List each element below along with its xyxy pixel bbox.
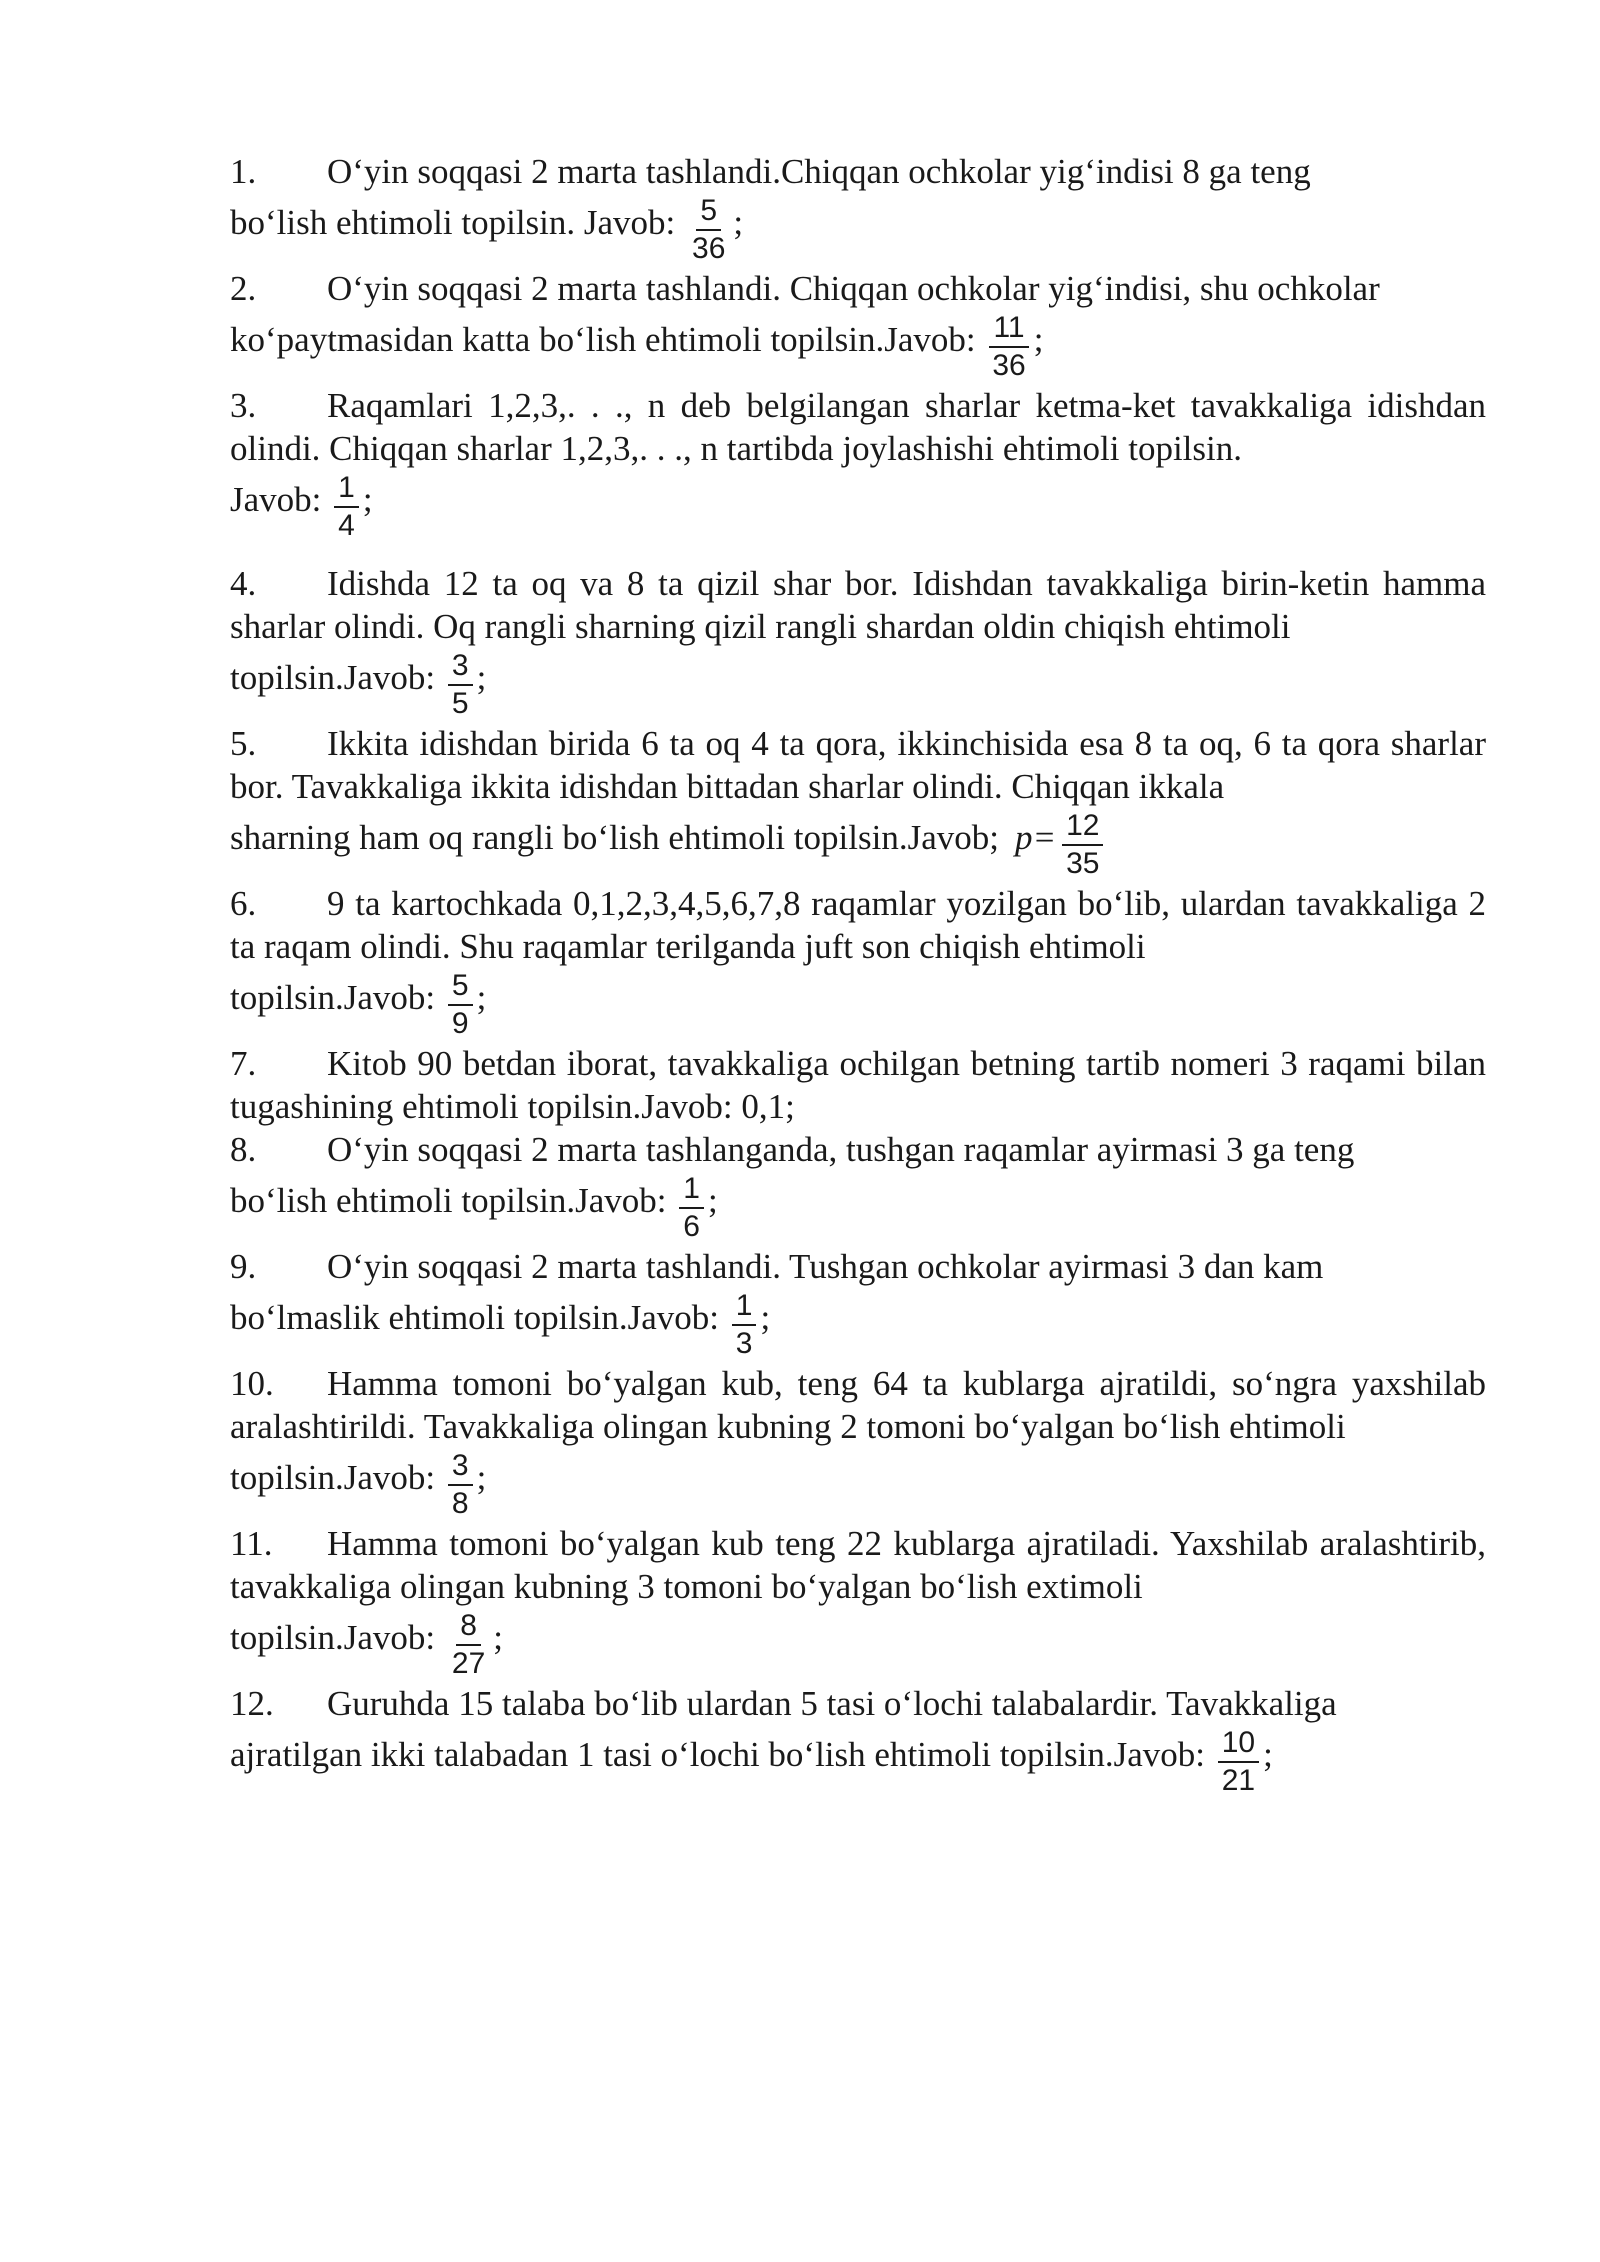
problem-text: Hamma tomoni bo‘yalgan kub, teng 64 ta kublarga ajratildi, so‘ngra yaxshilab aralashtirildi. Tavakkaliga olingan kubning 2 tomoni bo‘yalgan bo‘lish ehtimoli: [230, 1364, 1486, 1446]
answer-lead: bo‘lish ehtimoli topilsin.Javob:: [230, 1181, 667, 1220]
fraction-numerator: 5: [448, 968, 473, 1006]
problem-text: Idishda 12 ta oq va 8 ta qizil shar bor. Idishdan tavakkaliga birin-ketin hamma sharlar olindi. Oq rangli sharning qizil rangli shardan oldin chiqish ehtimoli: [230, 564, 1486, 646]
problem-number: 4.: [230, 564, 257, 603]
probability-variable: p=: [1014, 818, 1057, 857]
fraction-numerator: 5: [696, 193, 721, 231]
answer-trail: ;: [1033, 320, 1044, 359]
problem-number: 5.: [230, 724, 257, 763]
answer-lead: sharning ham oq rangli bo‘lish ehtimoli topilsin.Javob;: [230, 818, 999, 857]
answer-lead: bo‘lmaslik ehtimoli topilsin.Javob:: [230, 1298, 720, 1337]
answer-fraction: [1218, 1725, 1259, 1799]
problem-text: O‘yin soqqasi 2 marta tashlandi.Chiqqan ochkolar yig‘indisi 8 ga teng: [327, 152, 1311, 191]
fraction-denominator: 21: [1221, 1764, 1256, 1797]
fraction-denominator: 3: [735, 1327, 753, 1360]
answer-line: [230, 193, 1486, 267]
answer-fraction: [448, 1448, 473, 1522]
problem-number: 3.: [230, 386, 257, 425]
problem-12: [230, 1682, 1486, 1799]
answer-trail: ;: [493, 1618, 504, 1657]
answer-line: [230, 808, 1486, 882]
answer-line: [230, 1171, 1486, 1245]
answer-trail: ;: [760, 1298, 771, 1337]
answer-trail: ;: [476, 978, 487, 1017]
answer-lead: topilsin.Javob:: [230, 1458, 436, 1497]
fraction-denominator: 36: [992, 349, 1026, 382]
problem-number: 10.: [230, 1364, 274, 1403]
problem-number: 7.: [230, 1044, 257, 1083]
problem-7: [230, 1042, 1486, 1128]
answer-fraction: [688, 193, 729, 267]
answer-lead: topilsin.Javob:: [230, 978, 436, 1017]
fraction-numerator: 3: [448, 648, 473, 686]
problem-10: [230, 1362, 1486, 1522]
problem-number: 2.: [230, 269, 257, 308]
answer-lead: Javob:: [230, 480, 322, 519]
answer-line: [230, 1725, 1486, 1799]
answer-fraction: [1062, 808, 1103, 882]
problem-1: [230, 150, 1486, 267]
answer-trail: ;: [1263, 1735, 1273, 1774]
problem-3: [230, 384, 1486, 544]
problem-text: O‘yin soqqasi 2 marta tashlandi. Tushgan ochkolar ayirmasi 3 dan kam: [327, 1247, 1324, 1286]
problem-9: [230, 1245, 1486, 1362]
fraction-numerator: 1: [334, 470, 359, 508]
problem-number: 9.: [230, 1247, 257, 1286]
problem-number: 1.: [230, 152, 257, 191]
fraction-numerator: 10: [1218, 1725, 1259, 1763]
problem-5: [230, 722, 1486, 882]
fraction-numerator: 12: [1062, 808, 1103, 846]
answer-lead: topilsin.Javob:: [230, 658, 436, 697]
problem-text: Raqamlari 1,2,3,. . ., n deb belgilangan sharlar ketma-ket tavakkaliga idishdan olindi. Chiqqan sharlar 1,2,3,. . ., n tartibda joylashishi ehtimoli topilsin.: [230, 386, 1486, 468]
problem-4: [230, 562, 1486, 722]
fraction-numerator: 1: [732, 1288, 757, 1326]
problem-number: 11.: [230, 1524, 273, 1563]
answer-trail: ;: [476, 658, 487, 697]
answer-line: [230, 470, 1486, 544]
problem-8: [230, 1128, 1486, 1245]
document-page: [230, 150, 1486, 1799]
fraction-denominator: 9: [451, 1007, 469, 1040]
answer-trail: ;: [707, 1181, 718, 1220]
problem-text: Kitob 90 betdan iborat, tavakkaliga ochilgan betning tartib nomeri 3 raqami bilan tugashining ehtimoli topilsin.Javob: 0,1;: [230, 1044, 1486, 1126]
fraction-denominator: 6: [683, 1210, 700, 1243]
problem-text: Ikkita idishdan birida 6 ta oq 4 ta qora, ikkinchisida esa 8 ta oq, 6 ta qora sharlar bor. Tavakkaliga ikkita idishdan bittadan sharlar olindi. Chiqqan ikkala: [230, 724, 1486, 806]
answer-lead: bo‘lish ehtimoli topilsin. Javob:: [230, 203, 676, 242]
problem-number: 6.: [230, 884, 257, 923]
problem-2: [230, 267, 1486, 384]
fraction-denominator: 4: [338, 509, 355, 542]
fraction-numerator: 3: [448, 1448, 473, 1486]
problem-text: O‘yin soqqasi 2 marta tashlanganda, tushgan raqamlar ayirmasi 3 ga teng: [327, 1130, 1355, 1169]
answer-line: [230, 1608, 1486, 1682]
fraction-denominator: 35: [1066, 847, 1100, 880]
fraction-denominator: 27: [451, 1647, 486, 1680]
answer-line: [230, 310, 1486, 384]
problem-text: Hamma tomoni bo‘yalgan kub teng 22 kublarga ajratiladi. Yaxshilab aralashtirib, tavakkaliga olingan kubning 3 tomoni bo‘yalgan bo‘lish extimoli: [230, 1524, 1486, 1606]
answer-lead: ajratilgan ikki talabadan 1 tasi o‘lochi bo‘lish ehtimoli topilsin.Javob:: [230, 1735, 1205, 1774]
problem-number: 8.: [230, 1130, 257, 1169]
fraction-denominator: 8: [451, 1487, 469, 1520]
answer-fraction: [448, 1608, 489, 1682]
fraction-numerator: 1: [679, 1171, 704, 1209]
answer-trail: ;: [362, 480, 373, 519]
answer-line: [230, 648, 1486, 722]
fraction-denominator: 5: [451, 687, 469, 720]
problem-number: 12.: [230, 1684, 274, 1723]
problem-text: Guruhda 15 talaba bo‘lib ulardan 5 tasi o‘lochi talabalardir. Tavakkaliga: [327, 1684, 1337, 1723]
problem-11: [230, 1522, 1486, 1682]
answer-fraction: [334, 470, 359, 544]
answer-trail: ;: [733, 203, 744, 242]
answer-line: [230, 1448, 1486, 1522]
answer-line: [230, 968, 1486, 1042]
answer-fraction: [988, 310, 1029, 384]
problem-text: O‘yin soqqasi 2 marta tashlandi. Chiqqan ochkolar yig‘indisi, shu ochkolar: [327, 269, 1380, 308]
answer-lead: ko‘paytmasidan katta bo‘lish ehtimoli topilsin.Javob:: [230, 320, 976, 359]
answer-lead: topilsin.Javob:: [230, 1618, 436, 1657]
answer-line: [230, 1288, 1486, 1362]
answer-trail: ;: [476, 1458, 487, 1497]
fraction-numerator: 11: [989, 310, 1028, 348]
problem-text: 9 ta kartochkada 0,1,2,3,4,5,6,7,8 raqamlar yozilgan bo‘lib, ulardan tavakkaliga 2 ta raqam olindi. Shu raqamlar terilganda juft son chiqish ehtimoli: [230, 884, 1486, 966]
answer-fraction: [448, 648, 473, 722]
fraction-numerator: 8: [456, 1608, 481, 1646]
fraction-denominator: 36: [692, 232, 726, 265]
answer-fraction: [732, 1288, 757, 1362]
answer-fraction: [679, 1171, 704, 1245]
answer-fraction: [448, 968, 473, 1042]
problem-6: [230, 882, 1486, 1042]
